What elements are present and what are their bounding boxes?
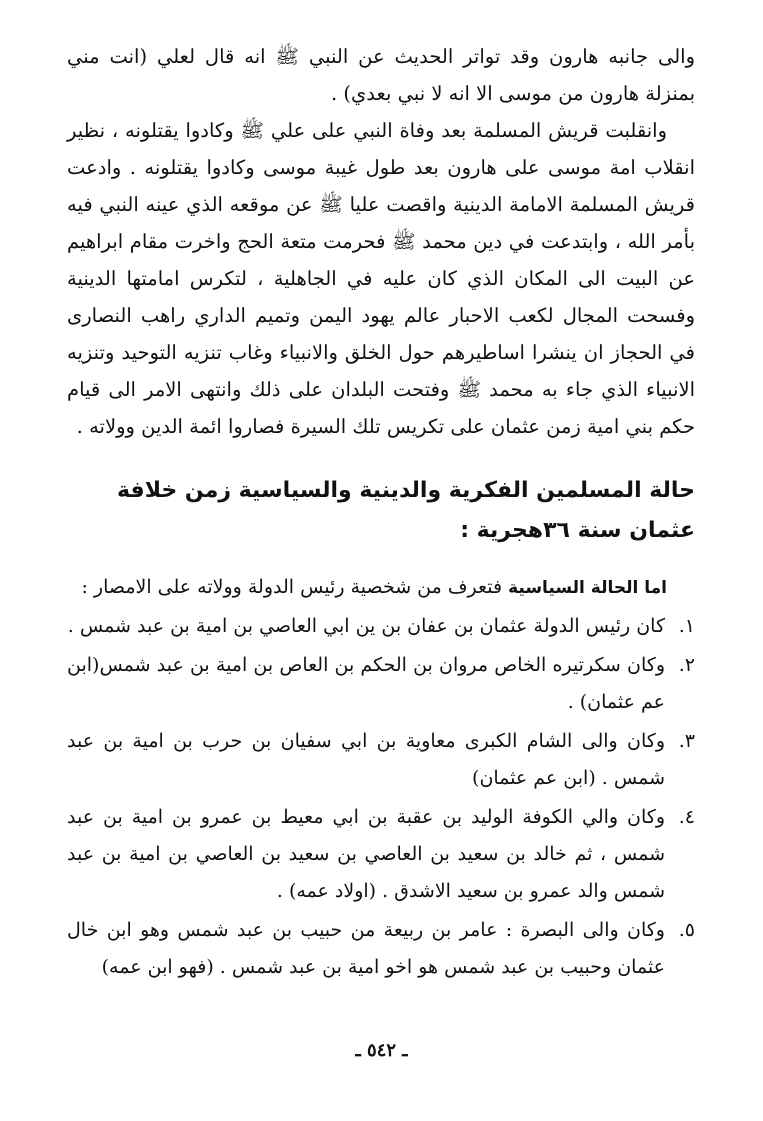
rulers-list	[67, 608, 695, 986]
list-item-text: كان رئيس الدولة عثمان بن عفان بن ين ابي العاصي بن امية بن عبد شمس .	[67, 615, 665, 637]
paragraph-2: وانقلبت قريش المسلمة بعد وفاة النبي على علي ﷺ وكادوا يقتلونه ، نظير انقلاب امة موسى على هارون بعد طول غيبة موسى وكادوا يقتلونه . وادعت قريش المسلمة الامامة الدينية واقصت عليا ﷺ عن موقعه الذي عينه النبي فيه بأمر الله ، وابتدعت في دين محمد ﷺ فحرمت متعة الحج واخرت مقام ابراهيم عن البيت الى المكان الذي كان عليه في الجاهلية ، لتكرس امامتها الدينية وفسحت المجال لكعب الاحبار عالم يهود اليمن وتميم الداري راهب النصارى في الحجاز ان ينشرا اساطيرهم حول الخلق والانبياء وغاب تنزيه التوحيد وتنزيه الانبياء الذي جاء به محمد ﷺ وفتحت البلدان على ذلك وانتهى الامر الى قيام حكم بني امية زمن عثمان على تكريس تلك السيرة فصاروا ائمة الدين وولاته .	[67, 119, 695, 438]
section-heading: حالة المسلمين الفكرية والدينية والسياسية زمن خلافة عثمان سنة ٣٦هجرية :	[116, 478, 695, 543]
intro-lead: اما الحالة السياسية	[508, 578, 667, 598]
page-body	[67, 38, 695, 988]
list-item-number: ٤.	[678, 806, 695, 828]
list-item	[67, 647, 695, 721]
list-item	[67, 608, 695, 645]
list-item	[67, 723, 695, 797]
paragraph-1: والى جانبه هارون وقد تواتر الحديث عن النبي ﷺ انه قال لعلي (انت مني بمنزلة هارون من موسى الا انه لا نبي بعدي) .	[67, 45, 695, 105]
list-item-text: وكان والي الكوفة الوليد بن عقبة بن ابي معيط بن عمرو بن امية بن عبد شمس ، ثم خالد بن سعيد بن العاصي بن سعيد بن العاصي بن امية بن عبد شمس والد عمرو بن سعيد الاشدق . (اولاد عمه) .	[67, 806, 665, 902]
list-item	[67, 912, 695, 986]
list-item-text: وكان سكرتيره الخاص مروان بن الحكم بن العاص بن امية بن عبد شمس(ابن عم عثمان) .	[67, 654, 665, 713]
intro-rest: فتعرف من شخصية رئيس الدولة وولاته على الامصار :	[81, 576, 503, 598]
list-item	[67, 799, 695, 910]
list-item-number: ٢.	[678, 654, 695, 676]
list-item-text: وكان والى البصرة : عامر بن ربيعة من حبيب بن عبد شمس وهو ابن خال عثمان وحبيب بن عبد شمس هو اخو امية بن عبد شمس . (فهو ابن عمه)	[67, 919, 665, 978]
list-item-number: ١.	[678, 615, 695, 637]
list-item-text: وكان والى الشام الكبرى معاوية بن ابي سفيان بن حرب بن امية بن عبد شمس . (ابن عم عثمان)	[67, 730, 665, 789]
section-intro	[67, 569, 695, 606]
list-item-number: ٥.	[678, 919, 695, 941]
list-item-number: ٣.	[678, 730, 695, 752]
page-number: ـ ٥٤٢ ـ	[355, 1040, 408, 1061]
